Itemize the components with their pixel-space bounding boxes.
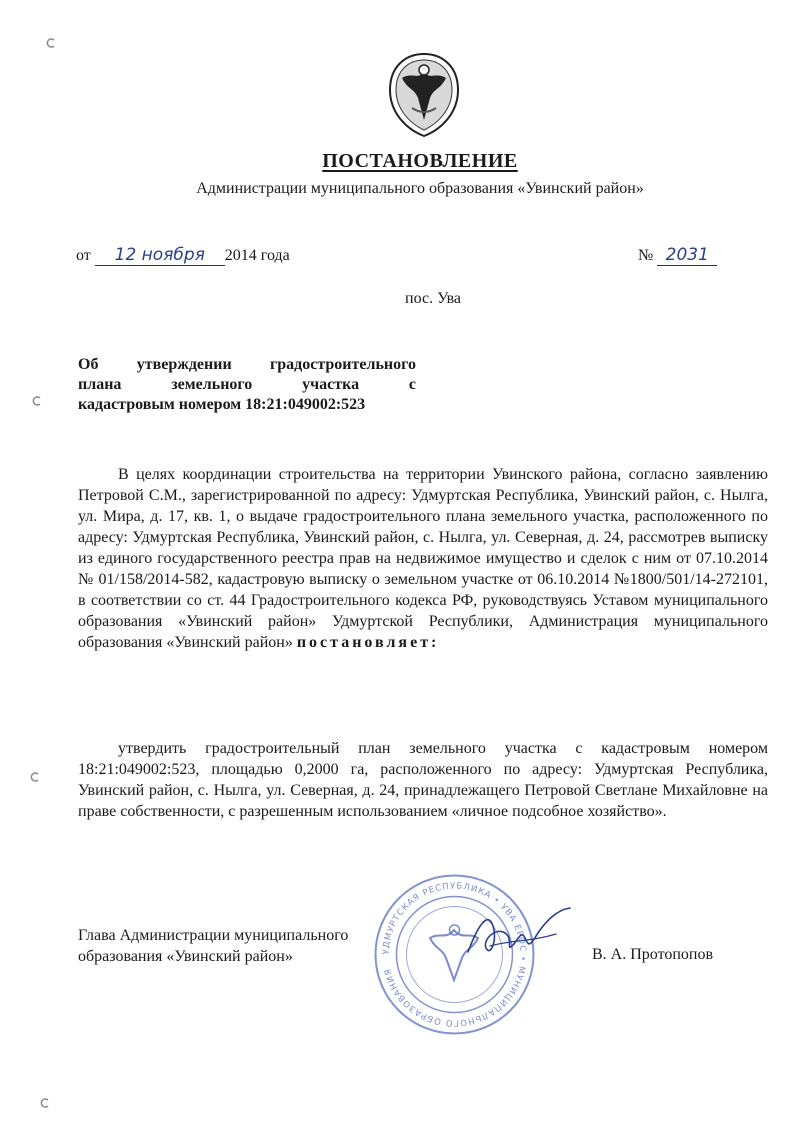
position-line-2: образования «Увинский район» <box>78 948 293 965</box>
body-paragraph-1 <box>78 464 768 653</box>
document-subject <box>78 355 416 415</box>
number-handwritten: 2031 <box>657 245 717 266</box>
udmurtia-coat-of-arms-icon <box>384 50 464 138</box>
date-suffix: 2014 года <box>224 247 290 264</box>
place: пос. Ува <box>405 290 462 307</box>
subject-line-1: Об утверждении градостроительного <box>78 356 416 373</box>
number-line <box>638 245 717 266</box>
punch-hole-mark <box>46 38 56 48</box>
punch-hole-mark <box>30 772 40 782</box>
date-handwritten: 12 ноября <box>95 245 225 266</box>
signatory-name: В. А. Протопопов <box>592 946 714 963</box>
position-line-1: Глава Администрации муниципального <box>78 927 349 944</box>
resolution-keyword: постановляет: <box>296 634 440 651</box>
date-line <box>76 245 290 266</box>
subject-line-2: плана земельного участка с <box>78 376 416 393</box>
document-subtitle: Администрации муниципального образования «Увинский район» <box>196 180 644 197</box>
number-prefix: № <box>638 247 654 264</box>
date-prefix: от <box>76 247 91 264</box>
punch-hole-mark <box>32 396 42 406</box>
body-paragraph-2: утвердить градостроительный план земельного участка с кадастровым номером 18:21:049002:523, площадью 0,2000 га, расположенного по адресу: Удмуртская Республика, Увинский район, с. Нылга, ул. Северная, д. 24, принадлежащего Петровой Светлане Михайловне на праве собственности, с разрешенным использованием «личное подсобное хозяйство». <box>78 740 768 820</box>
document-title: ПОСТАНОВЛЕНИЕ <box>322 150 518 172</box>
paragraph-1-text: В целях координации строительства на территории Увинского района, согласно заявлению Петровой С.М., зарегистрированной по адресу: Удмуртская Республика, Увинский район, с. Нылга, ул. Мира, д. 17, кв. 1, о выдаче градостроительного плана земельного участка, расположенного по адресу: Удмуртская Республика, Увинский район, с. Нылга, ул. Северная, д. 24, рассмотрев выписку из единого государственного реестра прав на недвижимое имущество и сделок с ним от 07.10.2014 № 01/158/2014-582, кадастровую выписку о земельном участке от 06.10.2014 №1800/501/14-272101, в соответствии со ст. 44 Градостроительного кодекса РФ, руководствуясь Уставом муниципального образования «Увинский район» Удмуртской Республики, Администрация муниципального образования «Увинский район» <box>78 466 768 651</box>
signatory-position <box>78 925 348 967</box>
subject-line-3: кадастровым номером 18:21:049002:523 <box>78 396 366 413</box>
svg-text:УДМУРТСКАЯ РЕСПУБЛИКА • УВА ЕР: УДМУРТСКАЯ РЕСПУБЛИКА • УВА ЕРОС • МУНИЦИПАЛЬНОГО ОБРАЗОВАНИЯ <box>381 881 528 1028</box>
punch-hole-mark <box>40 1098 50 1108</box>
handwritten-signature-icon <box>460 900 580 970</box>
